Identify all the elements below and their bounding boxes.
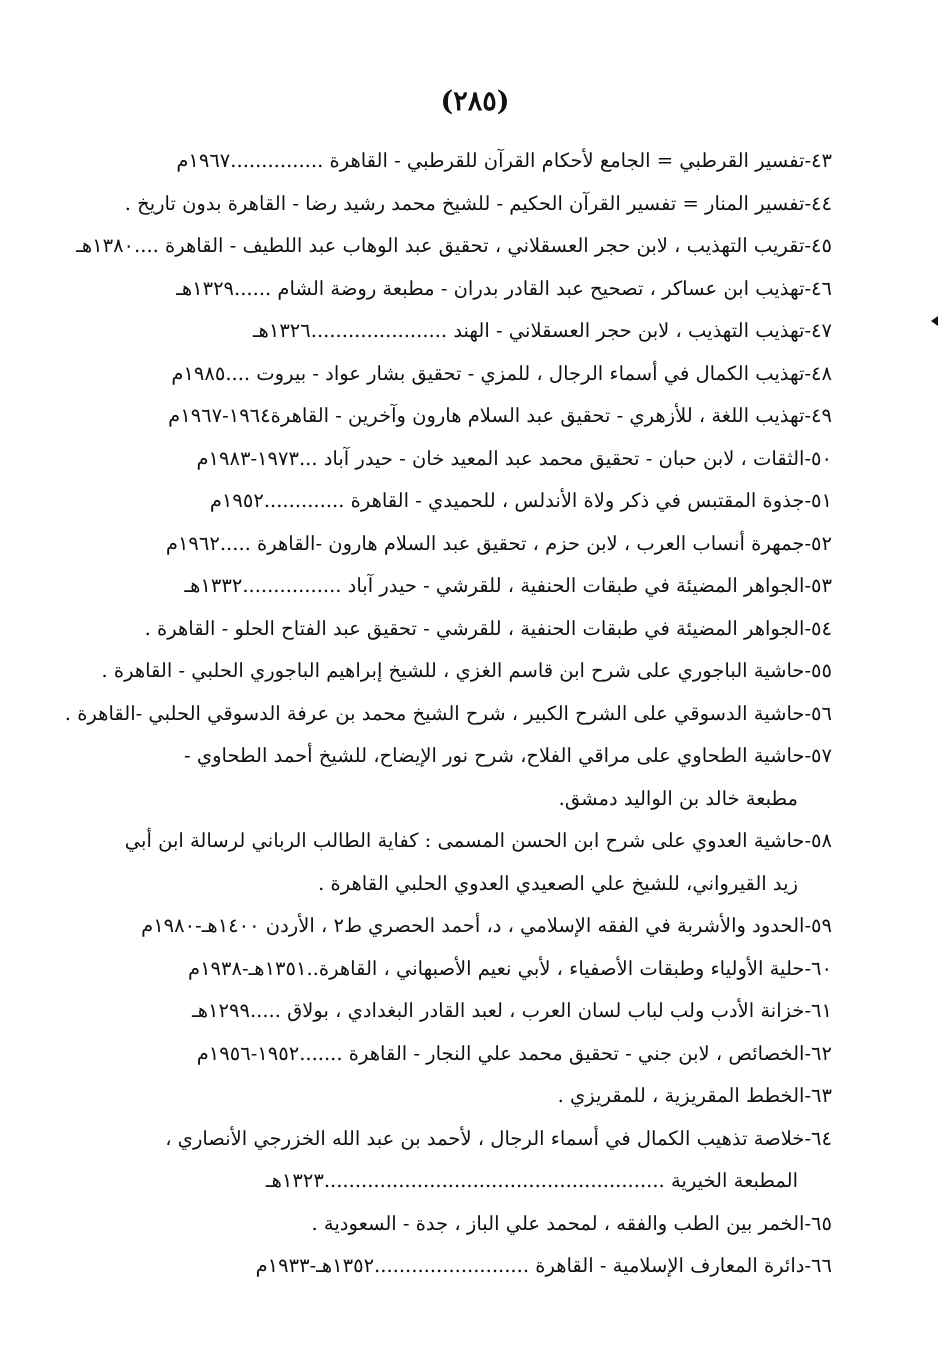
entry-line: ٤٨-تهذيب الكمال في أسماء الرجال ، للمزي - تحقيق بشار عواد - بيروت ....١٩٨٥م	[171, 361, 832, 385]
entry-continuation-line: المطبعة الخيرية .......................................................١٣٢٣هـ	[265, 1169, 798, 1192]
bibliography-entry	[150, 140, 832, 183]
bibliography-entry	[150, 395, 832, 438]
entry-line: ٤٧-تهذيب التهذيب ، لابن حجر العسقلاني - الهند ......................١٣٢٦هـ	[252, 319, 832, 342]
entry-line: ٥٩-الحدود والأشربة في الفقه الإسلامي ، د، أحمد الحصري ط٢ ، الأردن ١٤٠٠هـ-١٩٨٠م	[141, 914, 832, 937]
entry-line: ٥٧-حاشية الطحاوي على مراقي الفلاح، شرح نور الإيضاح، للشيخ أحمد الطحاوي -	[184, 744, 832, 767]
margin-marker-icon	[931, 316, 938, 326]
entry-line: ٤٩-تهذيب اللغة ، للأزهري - تحقيق عبد السلام هارون وآخرين - القاهرة١٩٦٤-١٩٦٧م	[168, 404, 832, 427]
entry-line: ٥٨-حاشية العدوي على شرح ابن الحسن المسمى : كفاية الطالب الرباني لرسالة ابن أبي	[124, 829, 832, 852]
bibliography-entry	[150, 565, 832, 608]
entry-line: ٦٢-الخصائص ، لابن جني - تحقيق محمد علي النجار - القاهرة .......١٩٥٢-١٩٥٦م	[196, 1041, 832, 1065]
bibliography-list	[64, 140, 832, 1288]
bibliography-entry	[150, 268, 832, 311]
bibliography-entry	[64, 693, 832, 736]
entry-line: ٦٦-دائرة المعارف الإسلامية - القاهرة .........................١٣٥٢هـ-١٩٣٣م	[255, 1254, 832, 1277]
bibliography-entry	[150, 1245, 832, 1288]
entry-line: ٦٥-الخمر بين الطب والفقه ، لمحمد علي الباز ، جدة - السعودية .	[311, 1211, 832, 1235]
bibliography-entry	[150, 1203, 832, 1246]
page-number: (٢٨٥)	[440, 86, 510, 117]
bibliography-entry	[150, 948, 832, 991]
bibliography-entry	[124, 820, 832, 905]
entry-line: ٦٠-حلية الأولياء وطبقات الأصفياء ، لأبي نعيم الأصبهاني ، القاهرة..١٣٥١هـ-١٩٣٨م	[188, 956, 832, 980]
entry-line: ٦٣-الخطط المقريزية ، للمقريزي .	[557, 1084, 832, 1107]
entry-line: ٥١-جذوة المقتبس في ذكر ولاة الأندلس ، للحميدي - القاهرة .............١٩٥٢م	[209, 489, 832, 512]
bibliography-entry	[150, 1118, 832, 1203]
bibliography-entry	[150, 523, 832, 566]
bibliography-entry	[76, 225, 832, 268]
bibliography-entry	[150, 1075, 832, 1118]
entry-line: ٥٤-الجواهر المضيئة في طبقات الحنفية ، للقرشي - تحقيق عبد الفتاح الحلو - القاهرة .	[144, 616, 832, 640]
bibliography-entry	[101, 650, 832, 693]
entry-line: ٥٠-الثقات ، لابن حبان - تحقيق محمد عبد المعيد خان - حيدر آباد ...١٩٧٣-١٩٨٣م	[196, 446, 832, 470]
bibliography-entry	[150, 310, 832, 353]
entry-line: ٤٤-تفسير المنار = تفسير القرآن الحكيم - للشيخ محمد رشيد رضا - القاهرة بدون تاريخ .	[124, 191, 832, 215]
entry-continuation-line: زيد القيرواني، للشيخ علي الصعيدي العدوي الحلبي القاهرة .	[318, 871, 798, 895]
bibliography-entry	[124, 183, 832, 226]
entry-line: ٤٦-تهذيب ابن عساكر ، تصحيح عبد القادر بدران - مطبعة روضة الشام ......١٣٢٩هـ	[176, 276, 832, 300]
entry-line: ٥٦-حاشية الدسوقي على الشرح الكبير ، شرح الشيخ محمد بن عرفة الدسوقي الحلبي -القاهرة .	[64, 701, 832, 725]
entry-line: ٥٥-حاشية الباجوري على شرح ابن قاسم الغزي ، للشيخ إبراهيم الباجوري الحلبي - القاهرة .	[101, 659, 832, 682]
entry-line: ٦١-خزانة الأدب ولب لباب لسان العرب ، لعبد القادر البغدادي ، بولاق .....١٢٩٩هـ	[192, 999, 832, 1022]
bibliography-entry	[141, 905, 832, 948]
bibliography-entry	[150, 438, 832, 481]
bibliography-entry	[150, 1033, 832, 1076]
entry-line: ٤٣-تفسير القرطبي = الجامع لأحكام القرآن للقرطبي - القاهرة ...............١٩٦٧م	[176, 149, 832, 172]
bibliography-entry	[150, 990, 832, 1033]
bibliography-entry	[150, 353, 832, 396]
entry-line: ٦٤-خلاصة تذهيب الكمال في أسماء الرجال ، لأحمد بن عبد الله الخزرجي الأنصاري ،	[165, 1126, 832, 1150]
bibliography-entry	[150, 735, 832, 820]
entry-line: ٥٢-جمهرة أنساب العرب ، لابن حزم ، تحقيق عبد السلام هارون -القاهرة .....١٩٦٢م	[165, 531, 832, 555]
entry-continuation-line: مطبعة خالد بن الواليد دمشق.	[558, 786, 798, 810]
entry-line: ٥٣-الجواهر المضيئة في طبقات الحنفية ، للقرشي - حيدر آباد ................١٣٣٢هـ	[184, 574, 832, 597]
bibliography-entry	[150, 480, 832, 523]
entry-line: ٤٥-تقريب التهذيب ، لابن حجر العسقلاني ، تحقيق عبد الوهاب عبد اللطيف - القاهرة ....١٣٨٠هـ	[76, 234, 832, 257]
bibliography-entry	[144, 608, 832, 651]
